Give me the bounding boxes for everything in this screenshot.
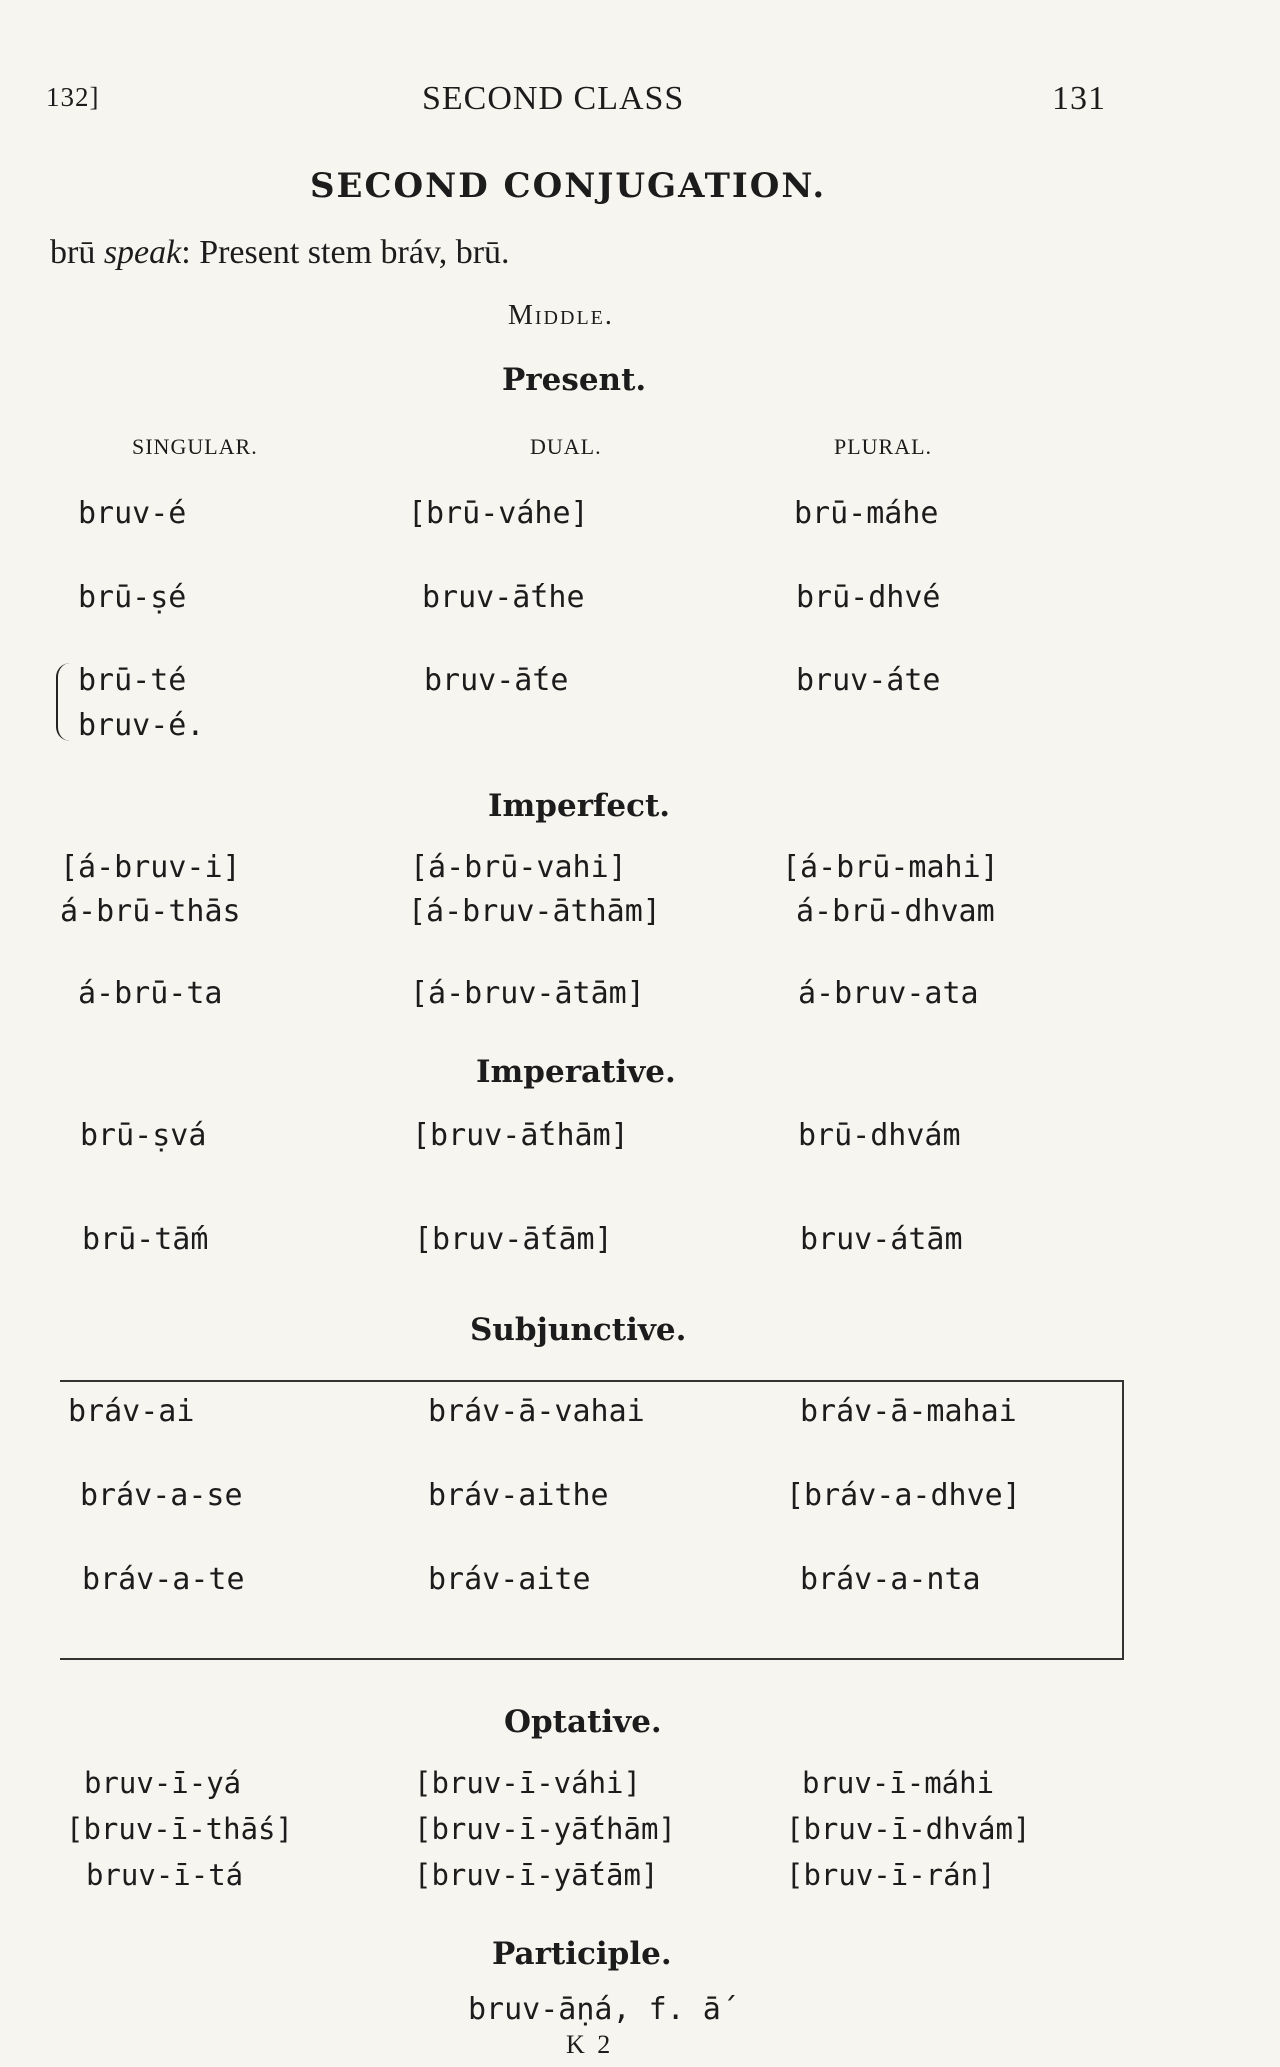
imperative-3sg: brū-tā́m xyxy=(82,1222,209,1257)
imperfect-2sg: á-brū-thās xyxy=(60,894,241,929)
present-2du: bruv-ā́the xyxy=(422,580,585,615)
imperfect-1sg: [á-bruv-i] xyxy=(60,850,241,885)
optative-1sg: bruv-ī-yá xyxy=(84,1766,242,1800)
running-head: SECOND CLASS xyxy=(422,80,685,117)
imperative-3du: [bruv-ā́tām] xyxy=(414,1222,613,1257)
column-plural: PLURAL. xyxy=(834,434,933,459)
imperative-2pl: brū-dhvám xyxy=(798,1118,961,1153)
imperfect-heading: Imperfect. xyxy=(488,788,671,824)
optative-2sg: [bruv-ī-thā́s] xyxy=(66,1812,293,1846)
imperative-heading: Imperative. xyxy=(476,1054,676,1090)
signature-mark: K 2 xyxy=(566,2030,614,2059)
root: brū xyxy=(50,234,96,271)
subjunctive-2du: bráv-aithe xyxy=(428,1478,609,1513)
voice-heading: Middle. xyxy=(508,300,614,331)
optative-2du: [bruv-ī-yā́thām] xyxy=(414,1812,676,1846)
subjunctive-2sg: bráv-a-se xyxy=(80,1478,243,1513)
subjunctive-heading: Subjunctive. xyxy=(470,1312,687,1348)
present-2sg: brū-ṣé xyxy=(78,580,187,615)
participle-form: bruv-āṇá, f. ā́ xyxy=(468,1992,721,2027)
page-number: 131 xyxy=(1052,80,1106,117)
imperative-2du: [bruv-ā́thām] xyxy=(412,1118,629,1153)
subjunctive-2pl: [bráv-a-dhve] xyxy=(786,1478,1021,1513)
present-1sg: bruv-é xyxy=(78,496,187,531)
subjunctive-3du: bráv-aite xyxy=(428,1562,591,1597)
column-singular: SINGULAR. xyxy=(132,434,258,459)
conjugation-title: SECOND CONJUGATION. xyxy=(310,166,827,206)
optative-3du: [bruv-ī-yā́tām] xyxy=(414,1858,659,1892)
imperfect-1du: [á-brū-vahi] xyxy=(410,850,627,885)
section-number: 132] xyxy=(46,82,100,112)
present-3du: bruv-ā́te xyxy=(424,663,569,698)
optative-3sg: bruv-ī-tá xyxy=(86,1858,244,1892)
subjunctive-1du: bráv-ā-vahai xyxy=(428,1394,645,1429)
imperfect-2pl: á-brū-dhvam xyxy=(796,894,995,929)
optative-heading: Optative. xyxy=(504,1704,662,1740)
column-dual: DUAL. xyxy=(530,434,602,459)
subjunctive-3pl: bráv-a-nta xyxy=(800,1562,981,1597)
present-heading: Present. xyxy=(502,362,647,398)
imperfect-3du: [á-bruv-ātām] xyxy=(410,976,645,1011)
present-1du: [brū-váhe] xyxy=(408,496,589,531)
present-3pl: bruv-áte xyxy=(796,663,941,698)
stem-description: : Present stem bráv, brū. xyxy=(181,234,510,271)
present-2pl: brū-dhvé xyxy=(796,580,941,615)
optative-1pl: bruv-ī-máhi xyxy=(802,1766,995,1800)
imperfect-1pl: [á-brū-mahi] xyxy=(782,850,999,885)
subjunctive-3sg: bráv-a-te xyxy=(82,1562,245,1597)
subjunctive-1pl: bráv-ā-mahai xyxy=(800,1394,1017,1429)
imperative-3pl: bruv-átām xyxy=(800,1222,963,1257)
imperfect-3sg: á-brū-ta xyxy=(78,976,223,1011)
stem-intro xyxy=(50,234,510,272)
imperfect-2du: [á-bruv-āthām] xyxy=(408,894,661,929)
optative-2pl: [bruv-ī-dhvám] xyxy=(786,1812,1031,1846)
imperative-2sg: brū-ṣvá xyxy=(80,1118,207,1153)
gloss: speak xyxy=(103,234,182,271)
optative-3pl: [bruv-ī-rán] xyxy=(786,1858,996,1892)
imperfect-3pl: á-bruv-ata xyxy=(798,976,979,1011)
present-3sg-alt: bruv-é. xyxy=(78,708,205,743)
alternative-brace xyxy=(56,663,76,741)
subjunctive-1sg: bráv-ai xyxy=(68,1394,195,1429)
participle-heading: Participle. xyxy=(492,1936,672,1972)
present-1pl: brū-máhe xyxy=(794,496,939,531)
present-3sg: brū-té xyxy=(78,663,187,698)
optative-1du: [bruv-ī-váhi] xyxy=(414,1766,641,1800)
